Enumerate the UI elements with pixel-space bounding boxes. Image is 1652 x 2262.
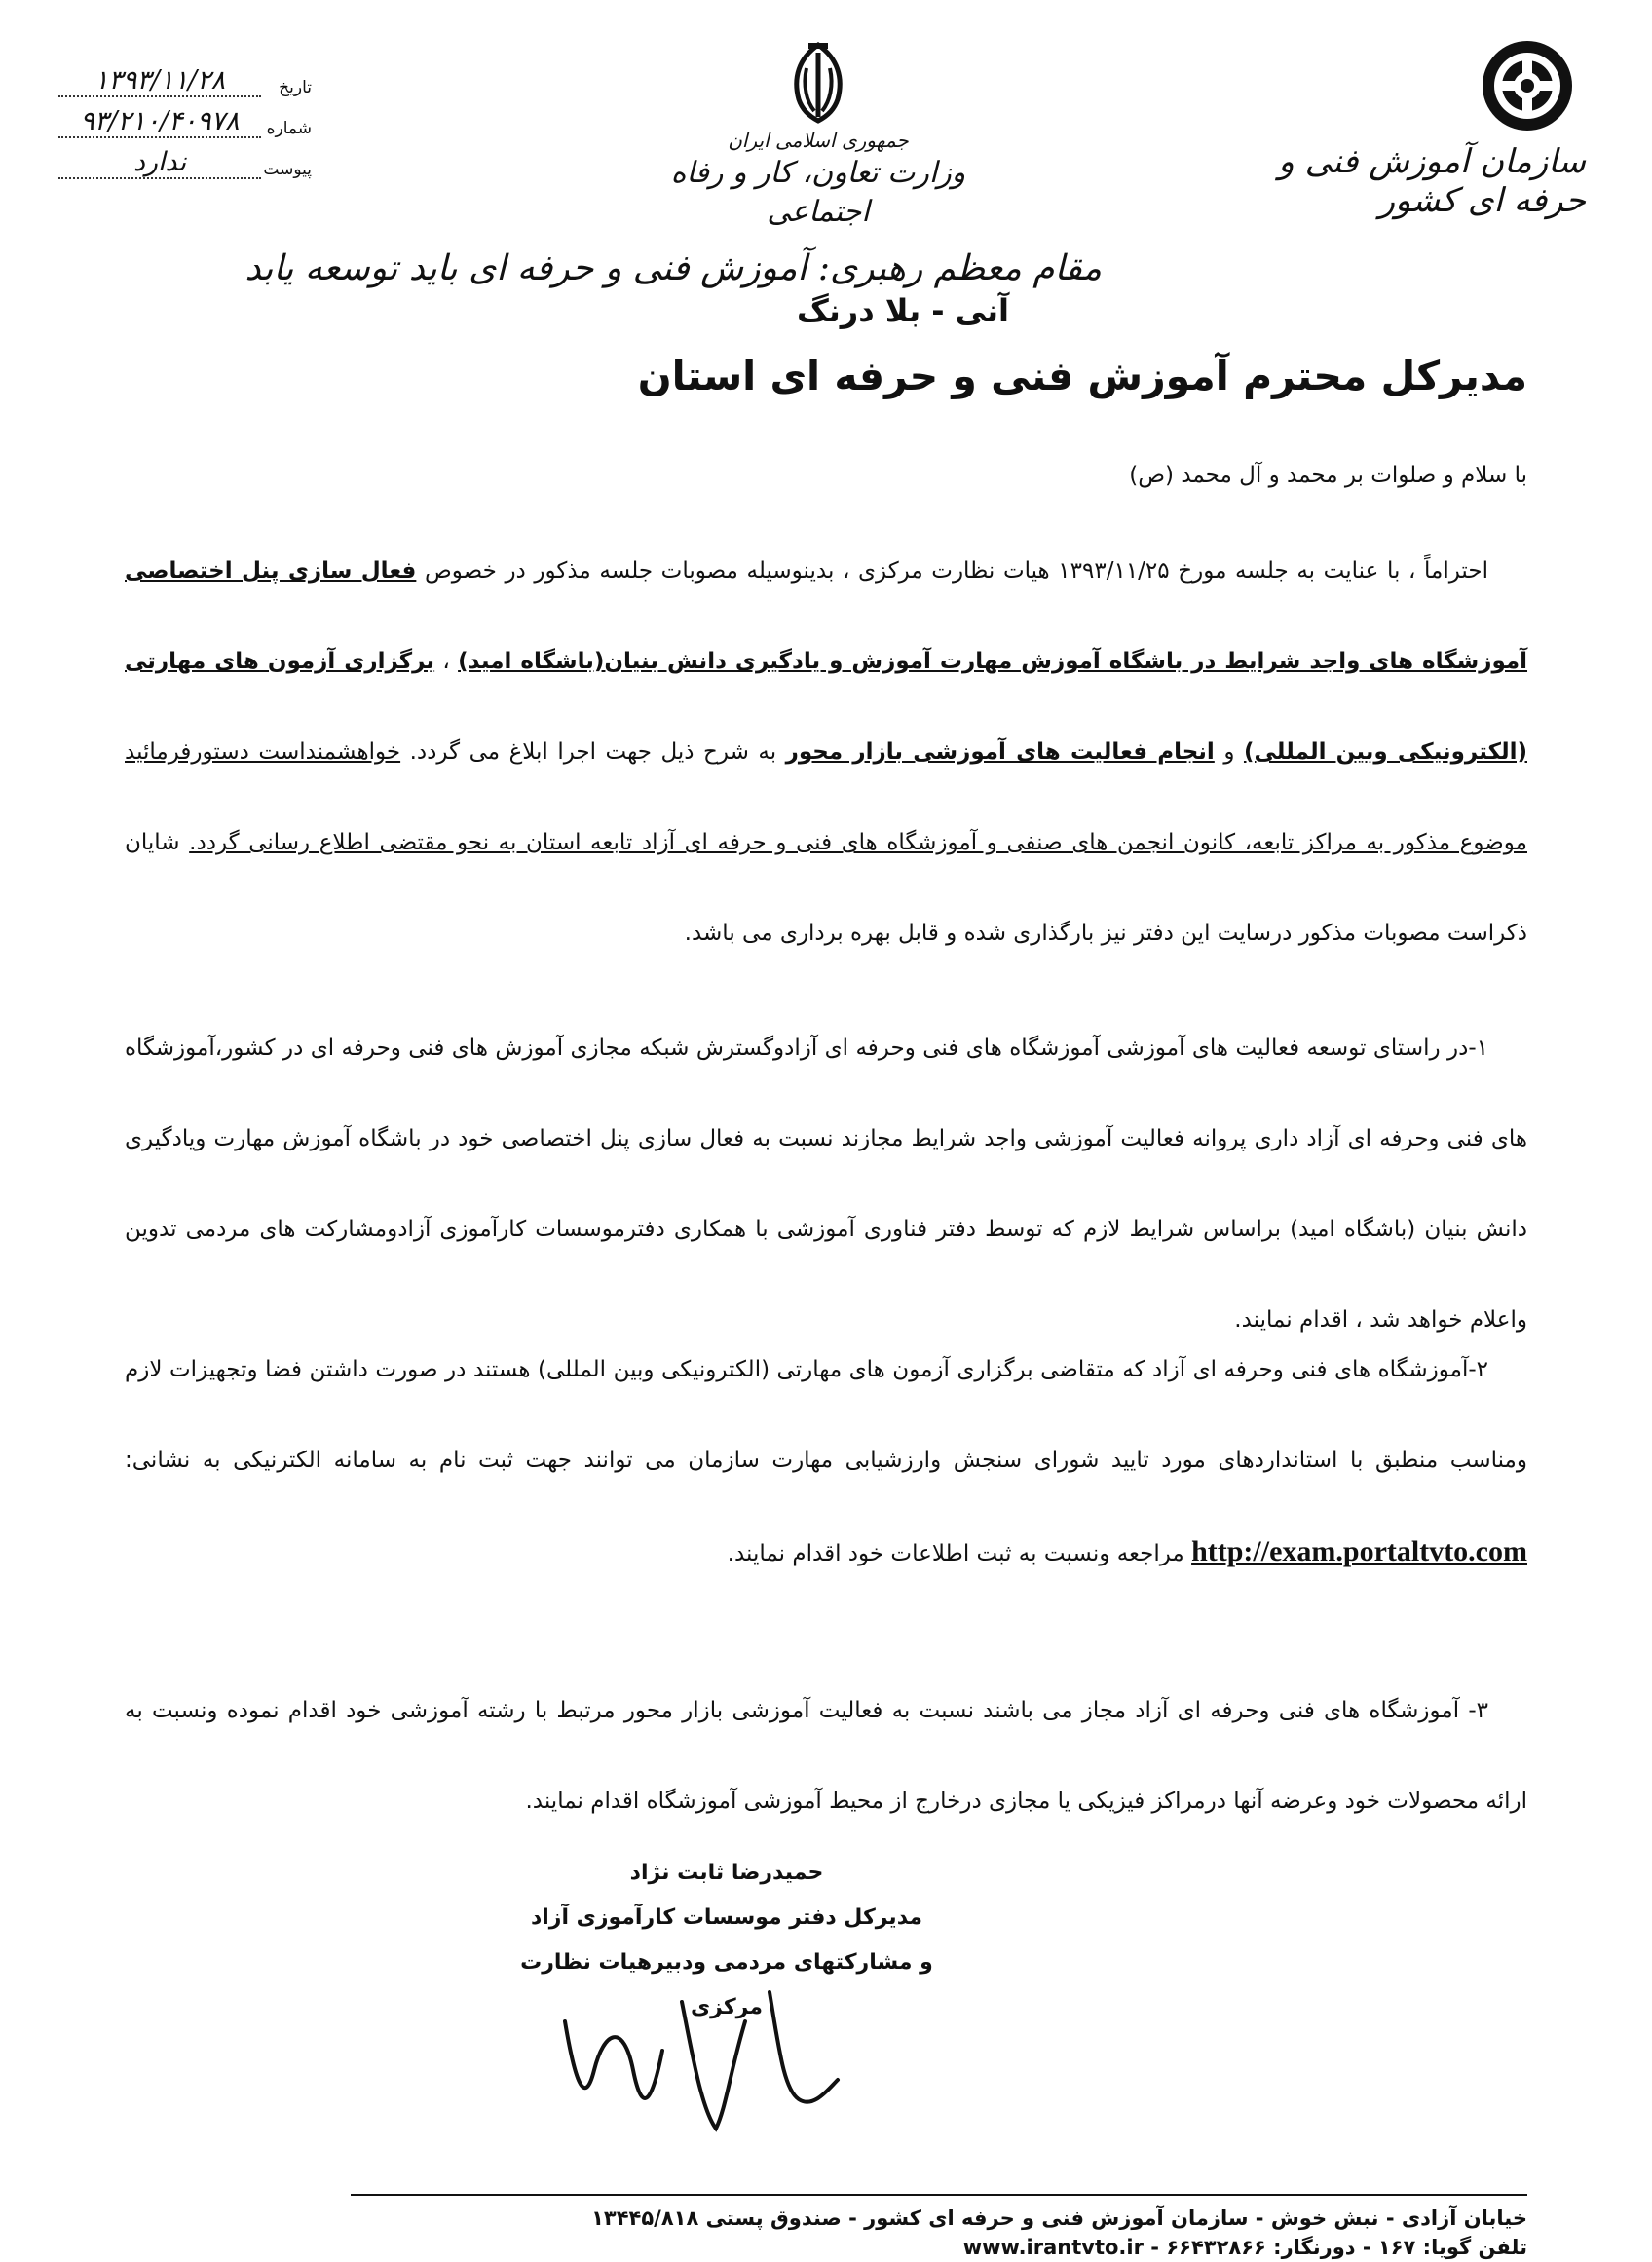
intro-sep-1: ، [434,649,459,674]
footer [349,2204,1527,2262]
priority-stamp: آنی - بلا درنگ [797,292,1009,329]
item-3-text: ۳- آموزشگاه های فنی وحرفه ای آزاد مجاز می باشند نسبت به فعالیت آموزشی بازار محور مرتبط با رشته آموزشی خود اقدام نموده ونسبت به ارائه محصولات خود وعرضه آنها درمراکز فیزیکی یا مجازی درخارج از محیط آموزشی آموزشگاه اقدام نمایند. [125,1698,1527,1814]
signer-title-2: و مشارکتهای مردمی ودبیرهیات نظارت مرکزی [520,1950,933,2019]
number-row [58,97,312,138]
republic-name: جمهوری اسلامی ایران [728,129,909,152]
footer-contact: تلفن گویا: ۱۶۷ - دورنگار: ۶۶۴۳۲۸۶۶ - www.irantvto.ir [962,2236,1527,2259]
intro-text-1: احتراماً ، با عنایت به جلسه مورخ ۱۳۹۳/۱۱/۲۵ هیات نظارت مرکزی ، بدینوسیله مصوبات جلسه مذکور در خصوص [416,558,1488,584]
intro-request: خواهشمنداست دستورفرمائید موضوع مذکور به مراکز تابعه، کانون انجمن های صنفی و آموزشگاه های فنی و حرفه ای آزاد تابعه استان به نحو مقتضی اطلاع رسانی گردد. [125,739,1527,855]
date-value: ۱۳۹۳/۱۱/۲۸ [58,66,261,97]
item-2-paragraph [125,1325,1527,1600]
attachment-value: ندارد [58,148,261,179]
item-1-paragraph [125,1003,1527,1366]
iran-emblem-icon [779,39,857,127]
attachment-row [58,138,312,179]
footer-address: خیابان آزادی - نبش خوش - سازمان آموزش فنی و حرفه ای کشور - صندوق پستی ۱۳۴۴۵/۸۱۸ [591,2206,1527,2230]
date-label: تاریخ [279,78,312,97]
exam-portal-link[interactable]: http://exam.portaltvto.com [1191,1535,1527,1567]
handwritten-signature [545,1963,857,2148]
ministry-block [623,127,1013,232]
number-label: شماره [266,119,312,138]
item-1-text: ۱-در راستای توسعه فعالیت های آموزشی آموزشگاه های فنی وحرفه ای آزادوگسترش شبکه مجازی آموزش های فنی وحرفه ای در کشور،آموزشگاه های فنی وحرفه ای آزاد داری پروانه فعالیت آموزشی واجد شرایط مجازند نسبت به فعال سازی پنل اختصاصی خود در باشگاه آموزش مهارت ویادگیری دانش بنیان (باشگاه امید) براساس شرایط لازم که توسط دفتر فناوری آموزشی با همکاری دفترموسسات کارآموزی آزادومشارکت های مردمی تدوین واعلام خواهد شد ، اقدام نمایند. [125,1036,1527,1333]
greeting: با سلام و صلوات بر محمد و آل محمد (ص) [1129,463,1527,488]
topic-1: فعال سازی پنل اختصاصی آموزشگاه های واجد شرایط در باشگاه آموزش مهارت آموزش و یادگیری دانش بنیان(باشگاه امید) [125,558,1528,674]
leader-motto: مقام معظم رهبری: آموزش فنی و حرفه ای باید توسعه یابد [244,248,1102,288]
topic-3: انجام فعالیت های آموزشی بازار محور [785,739,1215,765]
recipient-title: مدیرکل محترم آموزش فنی و حرفه ای استان [637,353,1527,399]
letter-meta [58,57,312,179]
intro-sep-2: و [1214,739,1244,765]
footer-divider [351,2194,1527,2196]
signer-name: حمیدرضا ثابت نژاد [629,1861,824,1885]
item-2-text-before: ۲-آموزشگاه های فنی وحرفه ای آزاد که متقاضی برگزاری آزمون های مهارتی (الکترونیکی وبین المللی) هستند در صورت داشتن فضا وتجهیزات لازم ومناسب منطبق با استانداردهای مورد تایید شورای سنجش وارزشیابی مهارت سازمان می توانند جهت ثبت نام به سامانه الکترنیکی به نشانی: [125,1357,1527,1473]
topic-2: برگزاری آزمون های مهارتی (الکترونیکی وبین المللی) [125,649,1527,765]
attachment-label: پیوست [263,160,312,179]
item-3-paragraph [125,1666,1527,1847]
org-name: سازمان آموزش فنی و حرفه ای کشور [1278,142,1586,220]
signer-title-1: مدیرکل دفتر موسسات کارآموزی آزاد [530,1905,923,1930]
date-row [58,57,312,97]
org-header [1196,37,1586,220]
intro-paragraph [125,526,1527,979]
intro-text-4: شایان ذکراست مصوبات مذکور درسایت این دفتر نیز بارگذاری شده و قابل بهره برداری می باشد. [125,830,1527,946]
tvto-logo-icon [1479,37,1576,134]
ministry-name: وزارت تعاون، کار و رفاه اجتماعی [670,156,966,229]
item-2-text-after: مراجعه ونسبت به ثبت اطلاعات خود اقدام نمایند. [727,1541,1192,1566]
number-value: ۹۳/۲۱۰/۴۰۹۷۸ [58,107,261,138]
intro-text-2: به شرح ذیل جهت اجرا ابلاغ می گردد. [400,739,786,765]
